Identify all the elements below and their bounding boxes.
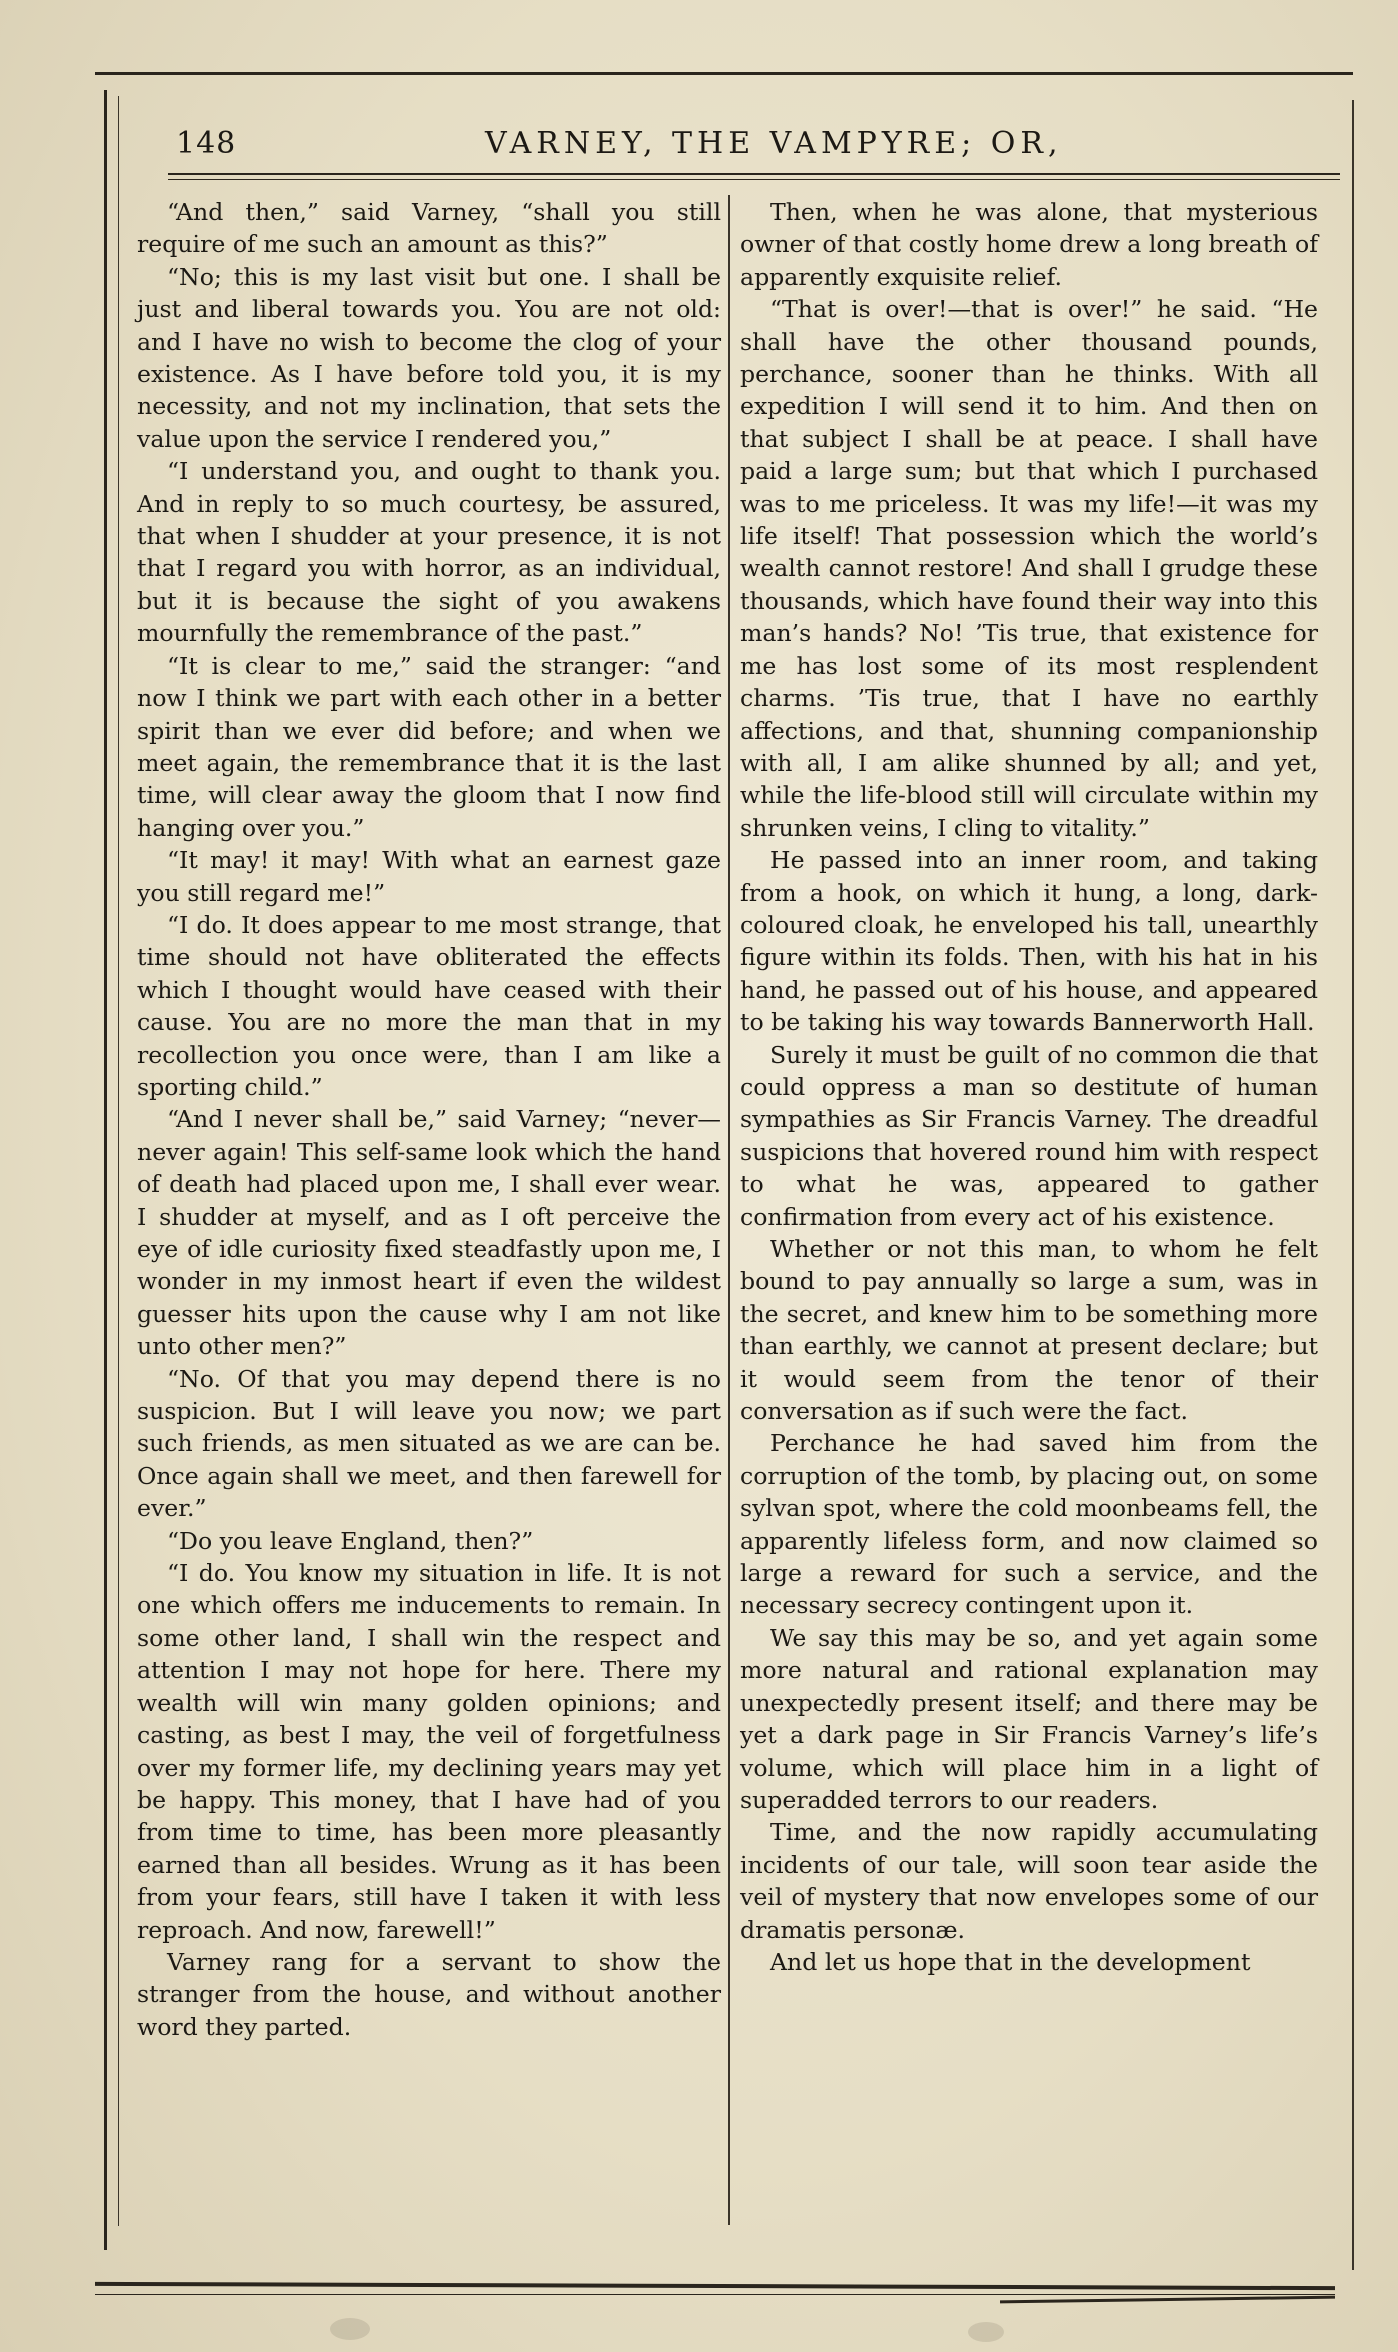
footer-rule-tail bbox=[1000, 2296, 1335, 2304]
page-frame-right-rule bbox=[1352, 100, 1354, 2270]
paragraph: And let us hope that in the development bbox=[770, 1947, 1251, 1976]
page-frame-left-rule bbox=[104, 90, 107, 2250]
paragraph: “I do. It does appear to me most strange, that time should not have obliterated the effects which I thought would have ceased with their cause. You are no more the man that in my recollection you once were, than I am like a sporting child.” bbox=[137, 910, 721, 1101]
paragraph: “It is clear to me,” said the stranger: “and now I think we part with each other in a better spirit than we ever did before; and when we meet again, the remembrance that it is the last time, will clear away the gloom that I now find hanging over you.” bbox=[137, 651, 721, 842]
footer-rule bbox=[95, 2282, 1335, 2290]
ink-smudge bbox=[968, 2322, 1004, 2342]
paragraph: Whether or not this man, to whom he felt bound to pay annually so large a sum, was in the secret, and knew him to be something more than earthly, we cannot at present declare; but it would seem from the tenor of their conversation as if such were the fact. bbox=[740, 1235, 1318, 1426]
page-number: 148 bbox=[176, 126, 237, 161]
paragraph: Time, and the now rapidly accumulating incidents of our tale, will soon tear aside the veil of mystery that now envelopes some of our dramatis personæ. bbox=[740, 1818, 1318, 1944]
column-divider bbox=[728, 195, 730, 2225]
paragraph: “No; this is my last visit but one. I shall be just and liberal towards you. You are not old: and I have no wish to become the clog of your existence. As I have before told you, it is my necessity, and not my inclination, that sets the value upon the service I rendered you,” bbox=[137, 262, 721, 453]
page-header bbox=[170, 118, 1320, 168]
paragraph: Then, when he was alone, that mysterious owner of that costly home drew a long breath of apparently exquisite relief. bbox=[740, 198, 1318, 291]
paragraph: “It may! it may! With what an earnest gaze you still regard me!” bbox=[137, 846, 721, 907]
paragraph: “That is over!—that is over!” he said. “He shall have the other thousand pounds, perchance, sooner than he thinks. With all expedition I will send it to him. And then on that subject I shall be at peace. I shall have paid a large sum; but that which I purchased was to me priceless. It was my life!—it was my life itself! That possession which the world’s wealth cannot restore! And shall I grudge these thousands, which have found their way into this man’s hands? No! ’Tis true, that existence for me has lost some of its most resplendent charms. ’Tis true, that I have no earthly affections, and that, shunning companionship with all, I am alike shunned by all; and yet, while the life-blood still will circulate within my shrunken veins, I cling to vitality.” bbox=[740, 295, 1318, 842]
header-rule bbox=[168, 173, 1340, 175]
ink-smudge bbox=[330, 2318, 370, 2340]
paragraph: “No. Of that you may depend there is no suspicion. But I will leave you now; we part such friends, as men situated as we are can be. Once again shall we meet, and then farewell for ever.” bbox=[137, 1364, 721, 1523]
running-title: VARNEY, THE VAMPYRE; OR, bbox=[485, 126, 1063, 161]
paragraph: “And then,” said Varney, “shall you still require of me such an amount as this?” bbox=[137, 198, 721, 259]
paragraph: Surely it must be guilt of no common die that could oppress a man so destitute of human sympathies as Sir Francis Varney. The dreadful suspicions that hovered round him with respect to what he was, appeared to gather confirmation from every act of his existence. bbox=[740, 1040, 1318, 1231]
paragraph: “I do. You know my situation in life. It is not one which offers me inducements to remain. In some other land, I shall win the respect and attention I may not hope for here. There my wealth will win many golden opinions; and casting, as best I may, the veil of forgetfulness over my former life, my declining years may yet be happy. This money, that I have had of you from time to time, has been more pleasantly earned than all besides. Wrung as it has been from your fears, still have I taken it with less reproach. And now, farewell!” bbox=[137, 1559, 721, 1944]
left-column bbox=[137, 196, 721, 2043]
page-frame-top-rule bbox=[95, 72, 1353, 75]
paragraph: He passed into an inner room, and taking from a hook, on which it hung, a long, dark-coloured cloak, he enveloped his tall, unearthly figure within its folds. Then, with his hat in his hand, he passed out of his house, and appeared to be taking his way towards Bannerworth Hall. bbox=[740, 846, 1318, 1037]
paragraph: “And I never shall be,” said Varney; “never—never again! This self-same look which the hand of death had placed upon me, I shall ever wear. I shudder at myself, and as I oft perceive the eye of idle curiosity fixed steadfastly upon me, I wonder in my inmost heart if even the wildest guesser hits upon the cause why I am not like unto other men?” bbox=[137, 1105, 721, 1361]
page-frame-left-inner-rule bbox=[118, 96, 119, 2226]
footer-rule-thin bbox=[95, 2294, 1335, 2295]
paragraph: We say this may be so, and yet again some more natural and rational explanation may unexpectedly present itself; and there may be yet a dark page in Sir Francis Varney’s life’s volume, which will place him in a light of superadded terrors to our readers. bbox=[740, 1623, 1318, 1814]
header-rule-thin bbox=[168, 179, 1340, 180]
paragraph: Varney rang for a servant to show the stranger from the house, and without another word they parted. bbox=[137, 1947, 721, 2041]
paragraph: Perchance he had saved him from the corruption of the tomb, by placing out, on some sylvan spot, where the cold moonbeams fell, the apparently lifeless form, and now claimed so large a reward for such a service, and the necessary secrecy contingent upon it. bbox=[740, 1429, 1318, 1620]
paragraph: “Do you leave England, then?” bbox=[167, 1526, 534, 1555]
right-column bbox=[740, 196, 1318, 1978]
paragraph: “I understand you, and ought to thank you. And in reply to so much courtesy, be assured, that when I shudder at your presence, it is not that I regard you with horror, as an individual, but it is because the sight of you awakens mournfully the remembrance of the past.” bbox=[137, 457, 721, 648]
